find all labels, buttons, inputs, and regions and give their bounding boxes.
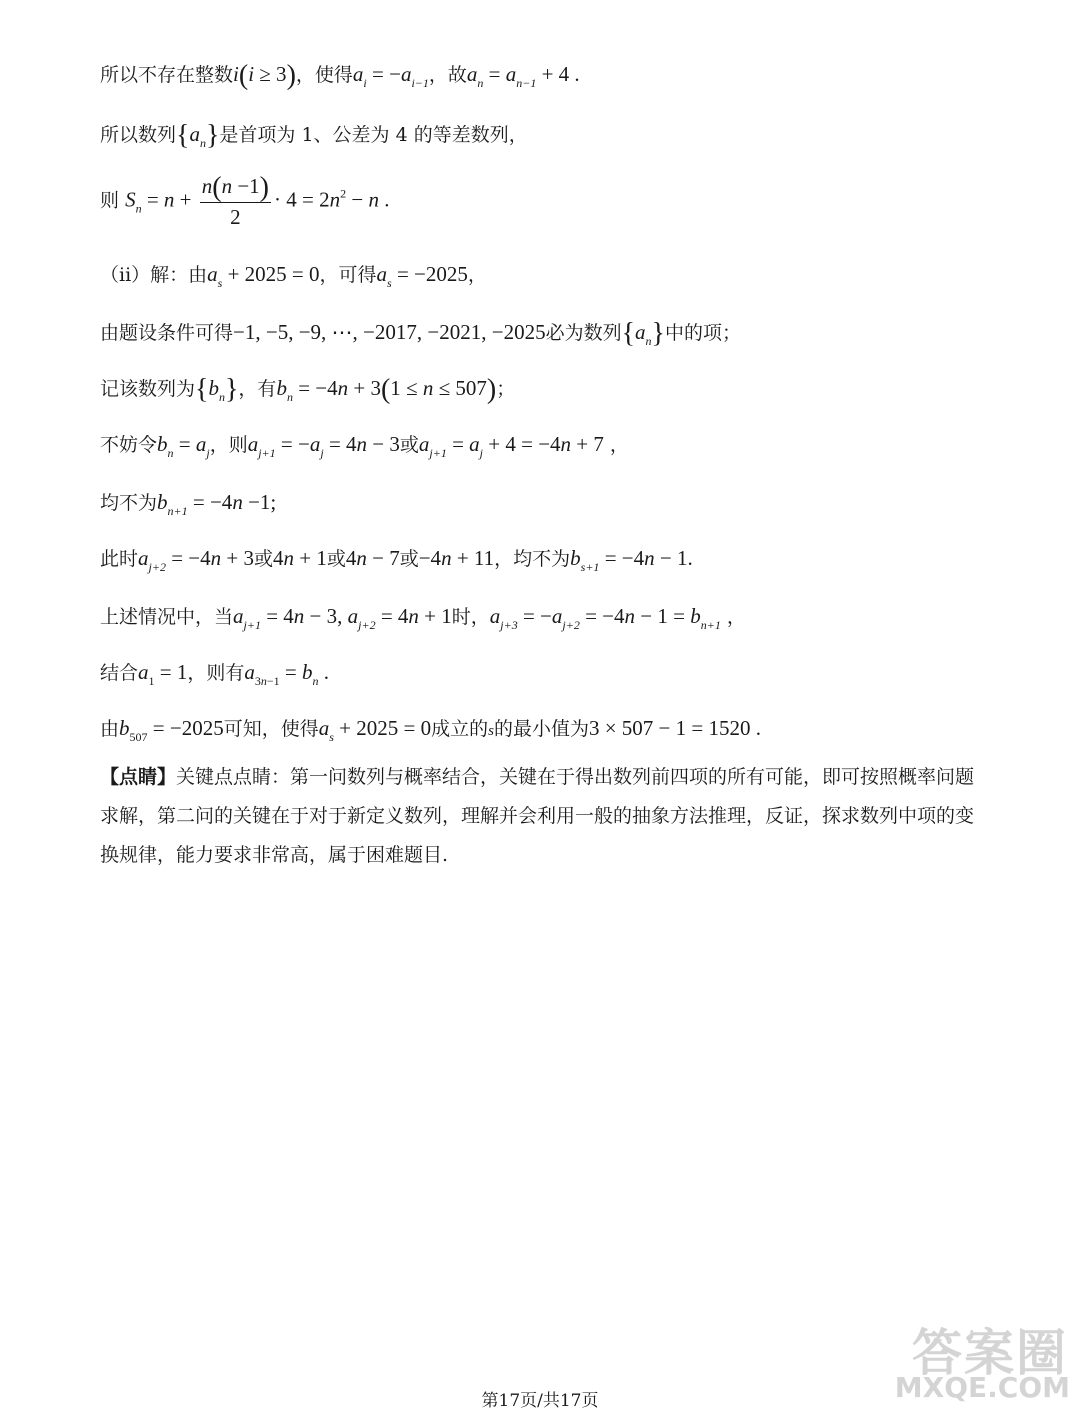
var-n: n: [232, 490, 243, 514]
subscript: j: [206, 446, 210, 460]
var-n: n: [441, 546, 452, 570]
math-text: −: [346, 187, 369, 212]
math-text: + 2025 = 0: [222, 262, 320, 286]
subscript: j+2: [358, 618, 376, 632]
math-text: + 4 = −4: [483, 432, 561, 456]
var-i: i: [233, 62, 239, 86]
key-points-paragraph: [100, 758, 980, 875]
math-text: =: [173, 432, 196, 456]
var-n: n: [356, 546, 367, 570]
math-text: = 4: [260, 604, 294, 628]
math-text: =: [446, 432, 470, 456]
var-n: n: [368, 187, 379, 212]
math-text: · 4 = 2: [274, 187, 330, 212]
subscript: n: [477, 76, 484, 90]
subscript: 507: [129, 730, 148, 744]
subscript: j: [479, 446, 484, 460]
math-text: + 4 .: [536, 62, 580, 86]
math-text: .: [750, 716, 761, 740]
text: 或: [399, 434, 419, 456]
subscript: n: [260, 674, 267, 688]
subscript: s: [329, 730, 334, 744]
subscript: n: [286, 390, 293, 404]
subscript: n: [312, 674, 319, 688]
var-b: b: [690, 604, 701, 628]
var-n: n: [560, 432, 572, 456]
var-n: n: [337, 376, 349, 400]
math-text: 4: [273, 546, 284, 570]
math-text: = −4: [187, 490, 233, 514]
solution-line-10: [100, 604, 746, 637]
paren: ): [286, 60, 296, 91]
subscript: j+2: [562, 618, 580, 632]
text: ；: [496, 378, 516, 400]
text: 或: [399, 548, 419, 570]
var-n: n: [624, 604, 636, 628]
var-b: b: [157, 432, 168, 456]
math-text: .: [378, 187, 390, 212]
solution-line-6: [100, 376, 515, 409]
text: 则: [100, 189, 120, 212]
var-a: a: [352, 62, 364, 86]
math-text: −4: [418, 546, 442, 570]
var-a: a: [551, 604, 563, 628]
subscript: j+1: [429, 446, 447, 460]
subscript: 3: [254, 674, 261, 688]
solution-line-9: [100, 546, 693, 579]
solution-line-1: [100, 62, 580, 95]
text: 结合: [100, 662, 139, 684]
math-text: ≤ 507: [433, 376, 487, 400]
math-text: +: [174, 187, 197, 212]
var-a: a: [318, 716, 330, 740]
var-b: b: [157, 490, 168, 514]
fraction-denominator: 2: [230, 205, 241, 229]
subscript: s: [217, 276, 223, 290]
fraction: [200, 174, 271, 229]
subscript: n−1: [516, 76, 537, 90]
var-a: a: [233, 604, 244, 628]
brace: }: [651, 318, 665, 349]
var-a: a: [138, 546, 149, 570]
brace: {: [195, 374, 209, 405]
var-b: b: [119, 716, 130, 740]
text: 或: [253, 548, 273, 570]
text: 中的项；: [665, 322, 742, 344]
solution-line-3: [100, 174, 389, 229]
text: 此时: [100, 548, 139, 570]
math-text: = 4: [323, 432, 357, 456]
text: （ii）解：由: [100, 264, 208, 286]
paren: ): [486, 374, 497, 405]
var-n: n: [422, 376, 434, 400]
subscript: j: [320, 446, 324, 460]
subscript: s: [387, 276, 392, 290]
var-n: n: [221, 174, 233, 198]
watermark-logo: 答案圈: [912, 1324, 1068, 1382]
math-text: = 4: [375, 604, 409, 628]
math-text: = −2025: [391, 262, 468, 286]
fraction-numerator: [200, 174, 271, 203]
subscript: n: [199, 136, 206, 150]
text: 由题设条件可得: [100, 322, 234, 344]
superscript: 2: [340, 186, 347, 201]
math-text: = −2025: [147, 716, 224, 740]
solution-line-2: [100, 122, 528, 155]
var-b: b: [302, 660, 313, 684]
var-n: n: [210, 546, 222, 570]
key-points-text: 关键点点睛：第一问数列与概率结合，关键在于得出数列前四项的所有可能，即可按照概率问题求解，第二问的关键在于对于新定义数列，理解并会利用一般的抽象方法推理，反证，探求数列中项的变换规律，能力要求非常高，属于困难题目.: [100, 766, 975, 866]
var-b: b: [570, 546, 581, 570]
subscript: s+1: [580, 560, 600, 574]
subscript: n: [167, 446, 174, 460]
subscript: n: [135, 201, 142, 216]
var-s: s: [488, 723, 494, 739]
key-points-label: 【点睛】: [100, 766, 177, 788]
math-text: − 1 =: [635, 604, 691, 628]
var-n: n: [356, 432, 368, 456]
var-b: b: [276, 376, 287, 400]
var-n: n: [201, 174, 213, 198]
math-text: + 11: [451, 546, 495, 570]
var-a: a: [207, 262, 218, 286]
brace: }: [224, 374, 239, 405]
math-text: = −: [275, 432, 310, 456]
page-footer: 第17页/共17页: [481, 1391, 599, 1411]
solution-line-12: [100, 716, 761, 749]
solution-line-7: [100, 432, 629, 465]
solution-line-11: [100, 660, 329, 693]
solution-line-4: [100, 262, 487, 295]
subscript: −1: [266, 674, 280, 688]
math-text: − 3: [367, 432, 400, 456]
subscript: n: [645, 334, 652, 348]
subscript: n+1: [700, 618, 721, 632]
paren: (: [380, 374, 391, 405]
var-a: a: [247, 432, 259, 456]
math-text: = −: [517, 604, 552, 628]
math-text: = −4: [292, 376, 338, 400]
math-text: + 3: [221, 546, 254, 570]
math-text: + 2025 = 0: [333, 716, 432, 740]
subscript: j+2: [148, 560, 166, 574]
text: 所以数列: [100, 124, 177, 146]
text: ，: [720, 606, 746, 628]
brace: {: [176, 120, 190, 151]
text: ，故: [428, 64, 467, 86]
text: ，有: [238, 378, 277, 400]
text: 成立的: [431, 718, 489, 740]
text: 的最小值为: [493, 718, 589, 740]
var-a: a: [466, 62, 478, 86]
var-n: n: [644, 546, 655, 570]
text: 均不为: [100, 492, 158, 514]
var-a: a: [244, 660, 255, 684]
var-a: a: [347, 604, 359, 628]
text: 由: [100, 718, 120, 740]
var-a: a: [138, 660, 149, 684]
var-a: a: [195, 432, 207, 456]
text: 记该数列为: [100, 378, 196, 400]
var-a: a: [505, 62, 517, 86]
math-text: =: [483, 62, 506, 86]
paren: (: [212, 172, 222, 203]
text: 可知，使得: [223, 718, 319, 740]
math-text: ≥ 3: [254, 62, 287, 86]
sequence: −1, −5, −9, ⋯, −2017, −2021, −2025: [233, 320, 546, 344]
var-n: n: [163, 187, 175, 212]
var-a: a: [635, 320, 646, 344]
subscript: n: [218, 390, 225, 404]
text: 或: [326, 548, 346, 570]
var-n: n: [283, 546, 294, 570]
math-text: = −4: [579, 604, 625, 628]
text: ，使得: [295, 64, 353, 86]
var-n: n: [293, 604, 305, 628]
math-text: .: [318, 660, 329, 684]
brace: {: [621, 318, 636, 349]
var-b: b: [208, 376, 219, 400]
watermark-url: MXQE.COM: [894, 1371, 1070, 1404]
subscript: i−1: [411, 76, 429, 90]
solution-line-5: [100, 320, 741, 353]
text: 必为数列: [545, 322, 622, 344]
text: ，: [467, 264, 487, 286]
var-n: n: [408, 604, 419, 628]
solution-line-8: [100, 490, 276, 523]
math-text: = −4: [599, 546, 645, 570]
text: ，均不为: [494, 548, 571, 570]
brace: }: [205, 120, 220, 151]
var-n: n: [329, 187, 341, 212]
var-S: S: [125, 187, 136, 212]
paren: ): [259, 172, 269, 203]
math-text: −1;: [242, 490, 277, 514]
math-text: =: [279, 660, 302, 684]
text: ，则: [209, 434, 248, 456]
subscript: j+1: [258, 446, 276, 460]
math-text: 3 × 507 − 1 = 1520: [588, 716, 751, 740]
var-a: a: [418, 432, 430, 456]
text: ，则有: [187, 662, 245, 684]
math-text: − 7: [366, 546, 400, 570]
math-text: 1 ≤: [390, 376, 423, 400]
var-i: i: [248, 62, 255, 86]
math-text: 4: [345, 546, 357, 570]
math-text: − 1.: [654, 546, 693, 570]
var-a: a: [309, 432, 321, 456]
math-text: −1: [232, 174, 260, 198]
subscript: n+1: [167, 504, 188, 518]
math-text: =: [141, 187, 164, 212]
text: ，: [603, 434, 629, 456]
text: 所以不存在整数: [100, 64, 234, 86]
text: 时，: [451, 606, 490, 628]
math-text: − 3,: [304, 604, 348, 628]
var-a: a: [489, 604, 501, 628]
math-text: = 1: [154, 660, 188, 684]
math-text: = −: [366, 62, 401, 86]
paren: (: [238, 60, 249, 91]
text: 不妨令: [100, 434, 158, 456]
text: 是首项为 1、公差为 4 的等差数列，: [219, 124, 528, 146]
text: ，可得: [319, 264, 377, 286]
var-a: a: [400, 62, 412, 86]
subscript: 1: [148, 674, 155, 688]
var-a: a: [469, 432, 480, 456]
subscript: j+1: [243, 618, 261, 632]
math-text: + 1: [294, 546, 327, 570]
subscript: j+3: [500, 618, 518, 632]
var-a: a: [376, 262, 388, 286]
math-text: + 3: [348, 376, 381, 400]
math-text: + 1: [418, 604, 452, 628]
math-text: + 7: [571, 432, 604, 456]
var-a: a: [189, 122, 200, 146]
math-text: = −4: [165, 546, 211, 570]
watermark: [884, 1311, 1074, 1407]
text: 上述情况中，当: [100, 606, 234, 628]
subscript: i: [363, 76, 367, 90]
